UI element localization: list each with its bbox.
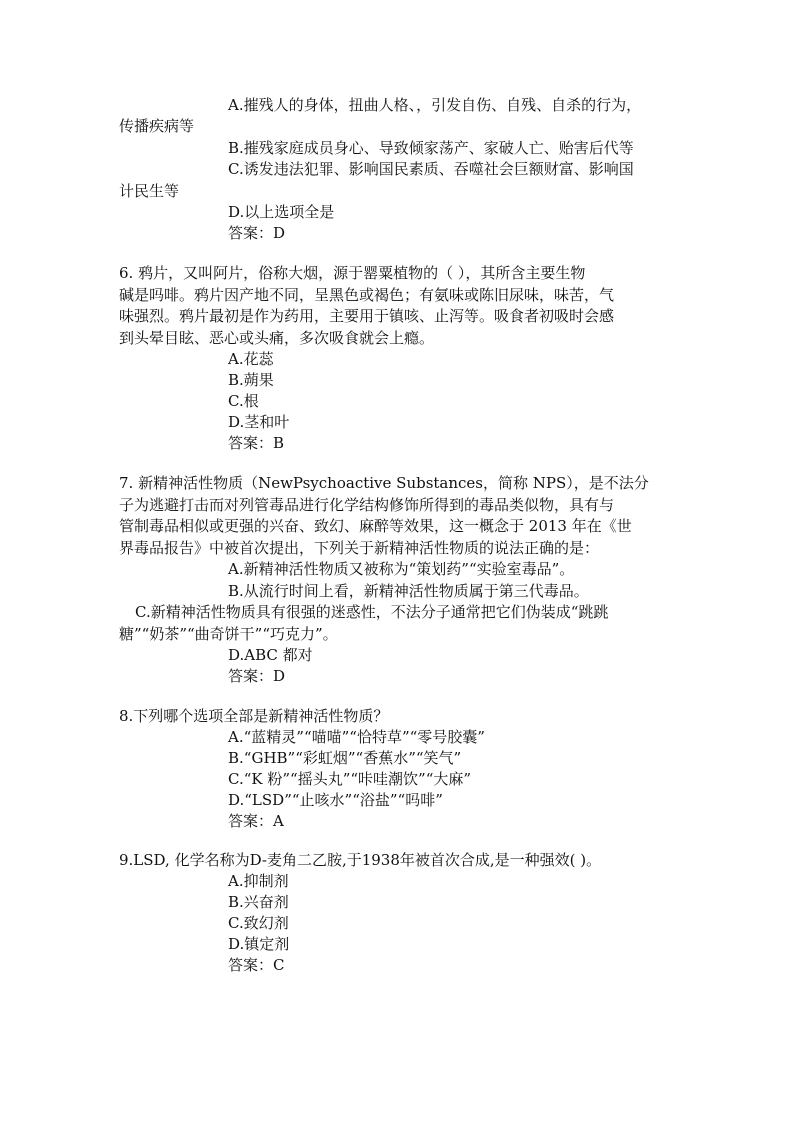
q8-stem: 8.下列哪个选项全部是新精神活性物质？ — [119, 707, 389, 725]
q9-option-c: C.致幻剂 — [228, 914, 289, 932]
q9-option-a: A.抑制剂 — [228, 872, 289, 890]
q5-option-a-line2: 传播疾病等 — [119, 117, 195, 135]
q5-option-c-line1: C.诱发违法犯罪、影响国民素质、吞噬社会巨额财富、影响国 — [228, 160, 634, 178]
q8-option-d: D.“LSD”“止咳水”“浴盐”“吗啡” — [228, 791, 443, 809]
q6-option-c: C.根 — [228, 392, 259, 410]
q9-option-d: D.镇定剂 — [228, 935, 290, 953]
q9-stem: 9.LSD, 化学名称为D-麦角二乙胺,于1938年被首次合成,是一种强效( )。 — [119, 851, 602, 869]
q8-option-c: C.“K 粉”“摇头丸”“咔哇潮饮”“大麻” — [228, 770, 472, 788]
q7-option-c-line2: 糖”“奶茶”“曲奇饼干”“巧克力”。 — [119, 625, 338, 643]
q6-option-d: D.茎和叶 — [228, 413, 290, 431]
q6-answer: 答案：B — [228, 434, 285, 452]
q6-option-a: A.花蕊 — [228, 350, 274, 368]
q9-answer: 答案：C — [228, 956, 285, 974]
q8-option-a: A.“蓝精灵”“喵喵”“恰特草”“零号胶囊” — [228, 728, 485, 746]
q8-option-b: B.“GHB”“彩虹烟”“香蕉水”“笑气” — [228, 749, 462, 767]
q5-answer: 答案：D — [228, 224, 286, 242]
q7-option-b: B.从流行时间上看，新精神活性物质属于第三代毒品。 — [228, 582, 589, 600]
q6-stem-line3: 味强烈。鸦片最初是作为药用，主要用于镇咳、止泻等。吸食者初吸时会感 — [119, 307, 615, 325]
q7-stem-line1: 7. 新精神活性物质（NewPsychoactive Substances，简称 NPS），是不法分 — [119, 474, 649, 492]
q7-option-d: D.ABC 都对 — [228, 646, 313, 664]
q7-option-c-line1: C.新精神活性物质具有很强的迷惑性，不法分子通常把它们伪装成“跳跳 — [135, 603, 609, 621]
q5-option-d: D.以上选项全是 — [228, 203, 335, 221]
q5-option-a-line1: A.摧残人的身体，扭曲人格、，引发自伤、自残、自杀的行为， — [228, 96, 642, 114]
q5-option-b: B.摧残家庭成员身心、导致倾家荡产、家破人亡、贻害后代等 — [228, 139, 634, 157]
q6-stem-line4: 到头晕目眩、恶心或头痛，多次吸食就会上瘾。 — [119, 329, 435, 347]
q6-stem-line1: 6. 鸦片，又叫阿片，俗称大烟，源于罂粟植物的（ ），其所含主要生物 — [119, 264, 586, 282]
q8-answer: 答案：A — [228, 812, 284, 830]
q7-stem-line4: 界毒品报告》中被首次提出，下列关于新精神活性物质的说法正确的是： — [119, 539, 600, 557]
q9-option-b: B.兴奋剂 — [228, 893, 289, 911]
q5-option-c-line2: 计民生等 — [119, 182, 180, 200]
q7-option-a: A.新精神活性物质又被称为“策划药”“实验室毒品”。 — [228, 560, 575, 578]
q6-stem-line2: 碱是吗啡。鸦片因产地不同，呈黑色或褐色；有氨味或陈旧尿味，味苦，气 — [119, 286, 615, 304]
q6-option-b: B.蒴果 — [228, 371, 274, 389]
q7-answer: 答案：D — [228, 667, 286, 685]
q7-stem-line2: 子为逃避打击而对列管毒品进行化学结构修饰所得到的毒品类似物，具有与 — [119, 496, 615, 514]
q7-stem-line3: 管制毒品相似或更强的兴奋、致幻、麻醉等效果，这一概念于 2013 年在《世 — [119, 517, 632, 535]
